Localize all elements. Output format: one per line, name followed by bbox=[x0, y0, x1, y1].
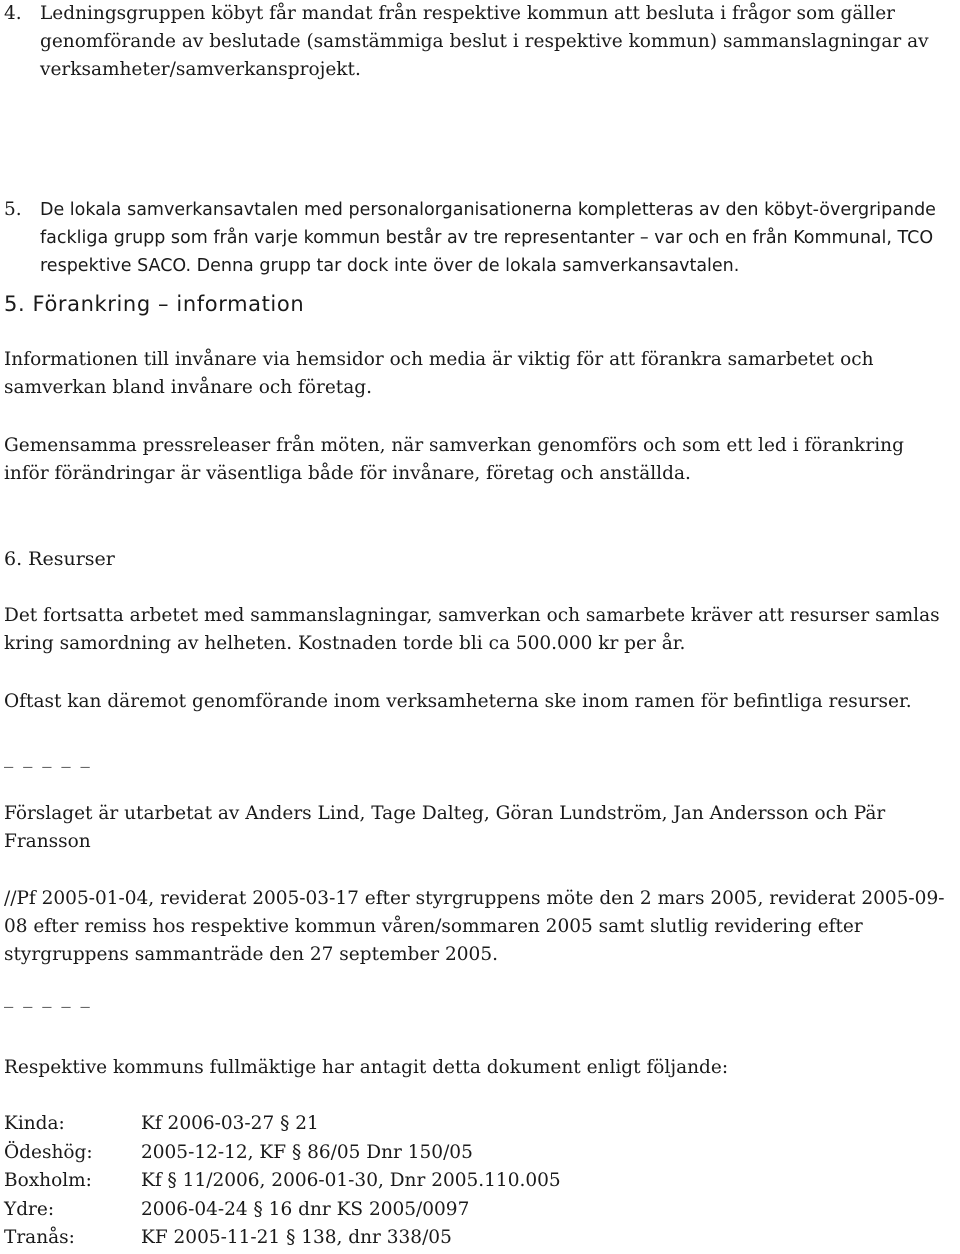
paragraph: Det fortsatta arbetet med sammanslagningar, samverkan och samarbete kräver att resurser samlas kring samordning av helheten. Kostnaden torde bli ca 500.000 kr per år. bbox=[4, 605, 940, 654]
decision-cell: KF 2005-11-21 § 138, dnr 338/05 bbox=[141, 1227, 452, 1249]
decision-cell: Kf § 11/2006, 2006-01-30, Dnr 2005.110.005 bbox=[141, 1170, 561, 1192]
divider: _ _ _ _ _ bbox=[4, 747, 92, 768]
table-row bbox=[4, 1110, 561, 1139]
list-text: Ledningsgruppen köbyt får mandat från respektive kommun att besluta i frågor som gäller genomförande av beslutade (samstämmiga beslut i respektive kommun) sammanslagningar av verksamheter/samverkansprojekt. bbox=[40, 3, 929, 80]
list-number: 4. bbox=[4, 3, 22, 24]
list-item-4 bbox=[4, 0, 960, 84]
decision-cell: 2005-12-12, KF § 86/05 Dnr 150/05 bbox=[141, 1141, 473, 1163]
section-heading-resurser: 6. Resurser bbox=[4, 548, 115, 570]
decision-cell: Kf 2006-03-27 § 21 bbox=[141, 1113, 319, 1135]
table-row bbox=[4, 1139, 561, 1168]
paragraph: Informationen till invånare via hemsidor och media är viktig för att förankra samarbetet och samverkan bland invånare och företag. bbox=[4, 349, 874, 398]
municipality-cell: Tranås: bbox=[4, 1227, 75, 1249]
adoption-table bbox=[4, 1110, 561, 1253]
authors-paragraph: Förslaget är utarbetat av Anders Lind, Tage Dalteg, Göran Lundström, Jan Andersson och Pär Fransson bbox=[4, 803, 886, 852]
paragraph: Oftast kan däremot genomförande inom verksamheterna ske inom ramen för befintliga resurser. bbox=[4, 691, 912, 712]
paragraph: Gemensamma pressreleaser från möten, när samverkan genomförs och som ett led i förankring inför förändringar är väsentliga både för invånare, företag och anställda. bbox=[4, 435, 904, 484]
table-row bbox=[4, 1196, 561, 1225]
list-text-sans: De lokala samverkansavtalen med personalorganisationerna kompletteras av den köbyt-övergripande fackliga grupp som från varje kommun består av tre representanter – var och en från Kommunal, TCO respektive SACO. bbox=[40, 200, 936, 276]
divider: _ _ _ _ _ bbox=[4, 987, 92, 1008]
list-text-continuation: Denna grupp tar dock inte över de lokala samverkansavtalen. bbox=[191, 256, 740, 276]
list-number: 5. bbox=[4, 199, 22, 220]
section-heading-forankring: 5. Förankring – information bbox=[4, 292, 305, 316]
list-item-5 bbox=[4, 196, 960, 280]
table-row bbox=[4, 1167, 561, 1196]
municipality-cell: Boxholm: bbox=[4, 1170, 92, 1192]
decision-cell: 2006-04-24 § 16 dnr KS 2005/0097 bbox=[141, 1198, 470, 1220]
table-row bbox=[4, 1224, 561, 1253]
document-page bbox=[4, 0, 954, 1254]
municipality-cell: Ydre: bbox=[4, 1198, 55, 1220]
revision-paragraph: //Pf 2005-01-04, reviderat 2005-03-17 efter styrgruppens möte den 2 mars 2005, reviderat 2005-09-08 efter remiss hos respektive kommun våren/sommaren 2005 samt slutlig revidering efter styrgruppens sammanträde den 27 september 2005. bbox=[4, 888, 945, 965]
municipality-cell: Ödeshög: bbox=[4, 1141, 93, 1163]
municipality-cell: Kinda: bbox=[4, 1113, 65, 1135]
adoption-intro: Respektive kommuns fullmäktige har antagit detta dokument enligt följande: bbox=[4, 1057, 729, 1078]
